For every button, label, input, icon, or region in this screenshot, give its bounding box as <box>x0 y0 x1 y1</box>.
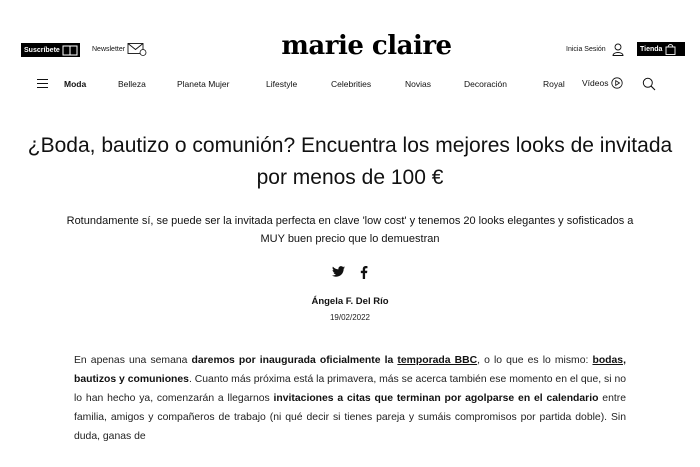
site-header <box>0 0 700 68</box>
body-text-segment: En apenas una semana <box>74 355 192 366</box>
facebook-icon[interactable] <box>360 266 368 279</box>
store-button[interactable] <box>637 42 685 56</box>
nav-item-planeta-mujer[interactable]: Planeta Mujer <box>177 79 230 89</box>
main-nav <box>0 76 700 92</box>
menu-icon[interactable] <box>37 79 48 88</box>
nav-item-videos[interactable] <box>582 77 623 89</box>
body-text-segment: , o lo que es lo mismo: <box>477 355 593 366</box>
nav-item-royal[interactable]: Royal <box>543 79 565 89</box>
body-text-segment: . Cuanto más próxima está la primavera, más se acerca también ese momento en el que, si no lo han hecho ya, comenzarán a llegarnos <box>74 374 627 404</box>
article-standfirst: Rotundamente sí, se puede ser la invitada perfecta en clave 'low cost' y tenemos 20 looks elegantes y sofisticados a MUY buen precio que lo demuestran <box>66 215 634 245</box>
nav-item-lifestyle[interactable]: Lifestyle <box>266 79 298 89</box>
site-logo[interactable]: marie claire <box>281 31 452 61</box>
body-text-segment: entre familia, amigos y compañeros de trabajo (ni qué decir si tienes pareja y sumáis compromisos por partida doble). Sin duda, ganas de <box>74 393 626 442</box>
bodas-link[interactable]: bodas, <box>592 355 626 366</box>
body-text-bold: bautizos y comuniones <box>74 374 189 385</box>
twitter-icon[interactable] <box>332 266 345 277</box>
login-link[interactable] <box>566 43 624 56</box>
share-bar <box>0 266 700 279</box>
article-body <box>74 351 626 446</box>
article-date: 19/02/2022 <box>329 313 371 322</box>
store-label: Tienda <box>640 45 663 53</box>
nav-item-novias[interactable]: Novias <box>405 79 431 89</box>
nav-item-celebrities[interactable]: Celebrities <box>331 79 372 89</box>
nav-videos-label: Vídeos <box>582 78 609 88</box>
article-title: ¿Boda, bautizo o comunión? Encuentra los mejores looks de invitada por menos de 100 € <box>27 134 673 189</box>
body-text-bold: daremos por inaugurada oficialmente la <box>191 355 398 366</box>
temporada-bbc-link[interactable]: temporada BBC <box>397 355 478 366</box>
nav-item-moda[interactable]: Moda <box>64 79 87 89</box>
nav-item-decoracion[interactable]: Decoración <box>464 79 507 89</box>
login-label: Inicia Sesión <box>566 46 606 53</box>
bag-icon <box>665 43 676 55</box>
newsletter-label: Newsletter <box>92 45 126 53</box>
subscribe-label: Suscríbete <box>24 46 60 54</box>
body-text-bold: invitaciones a citas que terminan por agolparse en el calendario <box>273 393 599 404</box>
user-icon <box>612 43 624 56</box>
nav-item-belleza[interactable]: Belleza <box>118 79 146 89</box>
article-author[interactable]: Ángela F. Del Río <box>311 296 389 307</box>
search-icon[interactable] <box>642 77 656 91</box>
play-icon <box>611 77 623 89</box>
